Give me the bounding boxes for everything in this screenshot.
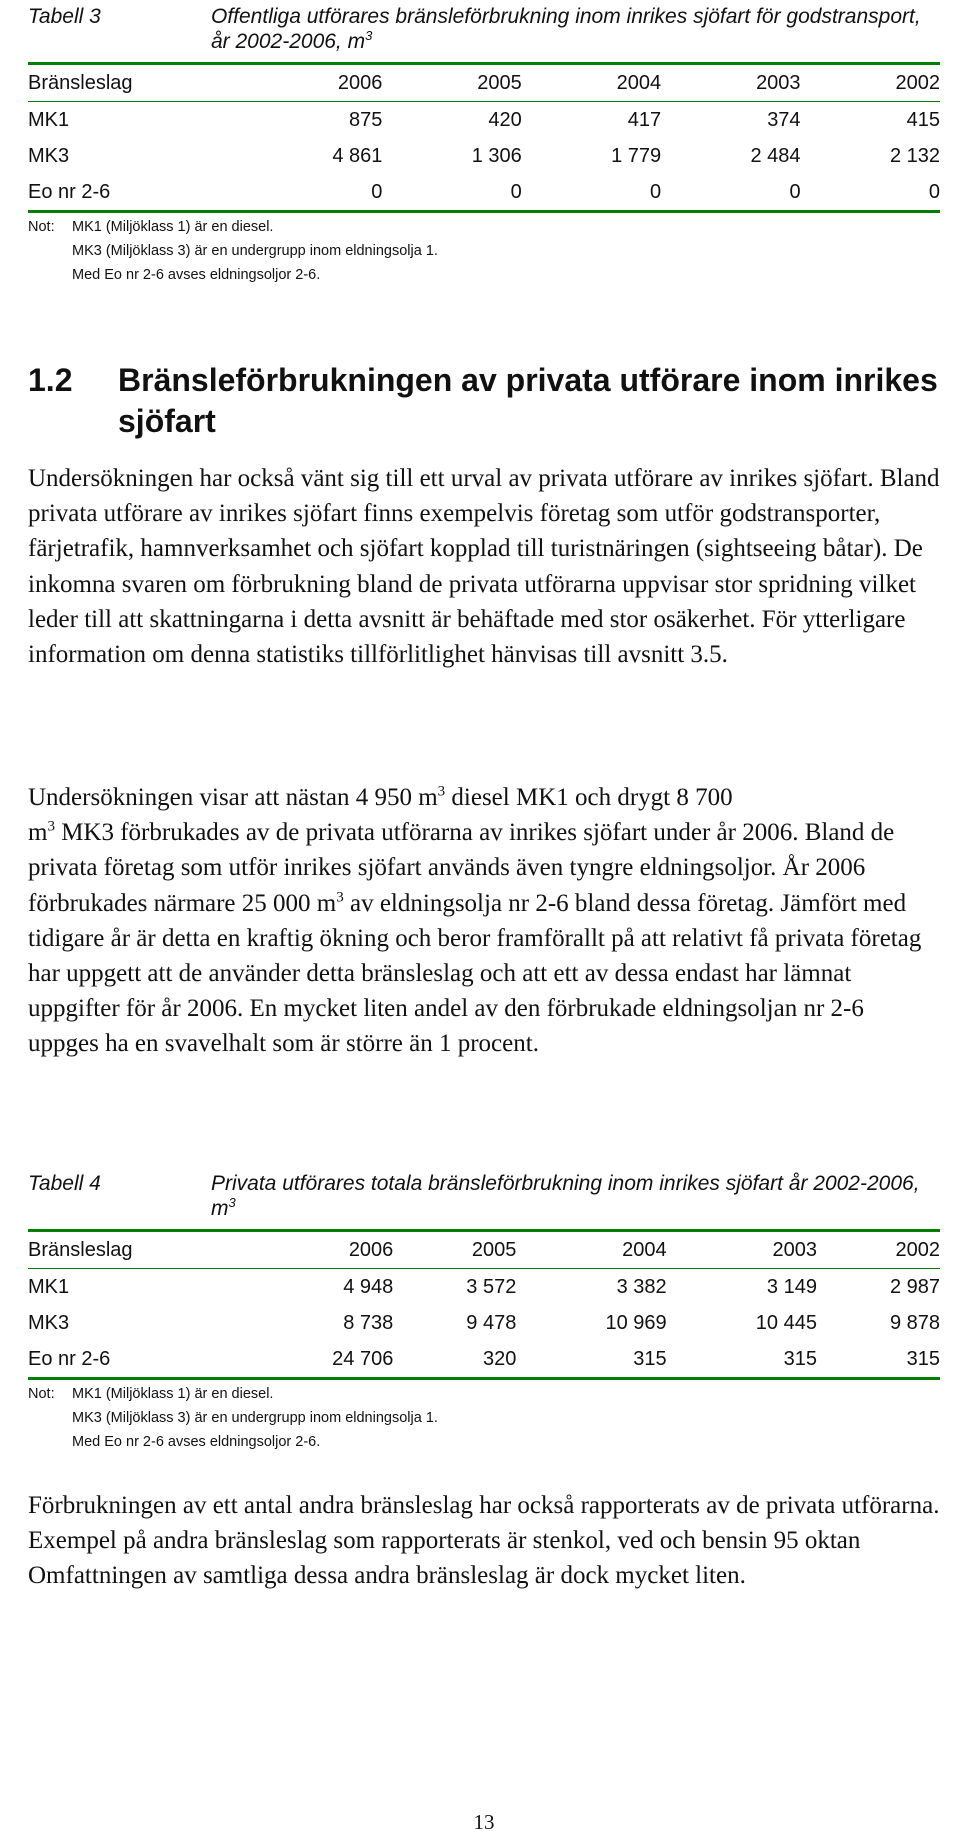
table-cell-value: 420 bbox=[488, 108, 522, 131]
table-cell-value: 4 861 bbox=[332, 144, 383, 167]
table-note-line: MK1 (Miljöklass 1) är en diesel. bbox=[72, 1386, 274, 1402]
table-cell-value: 10 445 bbox=[755, 1311, 817, 1334]
row-label-fuel-type: MK1 bbox=[28, 1275, 70, 1298]
table-cell-value: 315 bbox=[633, 1347, 667, 1370]
table-4-title: Privata utförares totala bränsleförbrukning inom inrikes sjöfart år 2002-2006, $m^3$ bbox=[211, 1172, 920, 1220]
table-row bbox=[28, 1305, 940, 1341]
column-header-year: 2006 bbox=[243, 65, 382, 102]
table-note-line: Med Eo nr 2-6 avses eldningsoljor 2-6. bbox=[72, 267, 321, 283]
table-3-bottom-rule bbox=[28, 210, 940, 213]
table-4 bbox=[28, 1232, 940, 1377]
table-cell-value: 3 149 bbox=[766, 1275, 817, 1298]
column-header-fuel-type: Bränsleslag bbox=[28, 1232, 243, 1269]
table-3-label: Tabell 3 bbox=[28, 5, 101, 28]
column-header-year: 2005 bbox=[393, 1232, 516, 1269]
table-cell-value: 417 bbox=[627, 108, 662, 131]
row-label-fuel-type: MK3 bbox=[28, 144, 70, 167]
table-row bbox=[28, 102, 940, 139]
table-row bbox=[28, 174, 940, 210]
row-label-fuel-type: Eo nr 2-6 bbox=[28, 180, 111, 203]
table-cell-value: 3 382 bbox=[616, 1275, 667, 1298]
section-number: 1.2 bbox=[28, 362, 73, 398]
table-cell-value: 0 bbox=[510, 180, 522, 203]
row-label-fuel-type: Eo nr 2-6 bbox=[28, 1347, 111, 1370]
column-header-year: 2002 bbox=[801, 65, 940, 102]
row-label-fuel-type: MK1 bbox=[28, 108, 70, 131]
section-title: Bränsleförbrukningen av privata utförare inom inrikes sjöfart bbox=[118, 362, 938, 439]
table-cell-value: 24 706 bbox=[332, 1347, 394, 1370]
table-cell-value: 9 478 bbox=[466, 1311, 517, 1334]
table-cell-value: 1 779 bbox=[611, 144, 662, 167]
table-cell-value: 320 bbox=[482, 1347, 517, 1370]
table-cell-value: 2 987 bbox=[889, 1275, 940, 1298]
row-label-fuel-type: MK3 bbox=[28, 1311, 70, 1334]
table-note-line: Med Eo nr 2-6 avses eldningsoljor 2-6. bbox=[72, 1434, 321, 1450]
table-4-bottom-rule bbox=[28, 1377, 940, 1380]
table-cell-value: 3 572 bbox=[466, 1275, 517, 1298]
table-cell-value: 8 738 bbox=[343, 1311, 394, 1334]
table-cell-value: 10 969 bbox=[605, 1311, 667, 1334]
section-heading bbox=[28, 360, 940, 442]
paragraph-2: Undersökningen visar att nästan 4 950 $m^3$ diesel MK1 och drygt 8 700 $m^3$ MK3 förbrukades av de privata utförarna av inrikes sjöfart under år 2006. Bland de privata företag som utför inrikes sjöfart används även tyngre eldningsoljor. År 2006 förbrukades närmare 25 000 $m^3$ av eldningsolja nr 2-6 bland dessa företag. Jämfört med tidigare år är detta en kraftig ökning och beror framförallt på att relativt få privata företag har uppgett att de använder detta bränsleslag och att ett av dessa endast har lämnat uppgifter för år 2006. En mycket liten andel av den förbrukade eldningsoljan nr 2-6 uppges ha en svavelhalt som är större än 1 procent. bbox=[28, 783, 922, 1058]
table-note-line: MK1 (Miljöklass 1) är en diesel. bbox=[72, 219, 274, 235]
paragraph-3: Förbrukningen av ett antal andra bränsleslag har också rapporterats av de privata utförarna. Exempel på andra bränsleslag som rapporterats är stenkol, ved och bensin 95 oktan Omfattningen av samtliga dessa andra bränsleslag är dock mycket liten. bbox=[28, 1492, 940, 1590]
document-page bbox=[28, 0, 940, 1834]
column-header-year: 2003 bbox=[667, 1232, 817, 1269]
table-4-block bbox=[28, 1171, 940, 1454]
table-cell-value: 315 bbox=[906, 1347, 940, 1370]
paragraph-1: Undersökningen har också vänt sig till ett urval av privata utförare av inrikes sjöfart. Bland privata utförare av inrikes sjöfart finns exempelvis företag som utför godstransporter, färjetrafik, hamnverksamhet och sjöfart kopplad till turistnäringen (sightseeing båtar). De inkomna svaren om förbrukning bland de privata utförarna uppvisar stor spridning vilket leder till att skattningarna i detta avsnitt är behäftade med stor osäkerhet. För ytterligare information om denna statistiks tillförlitlighet hänvisas till avsnitt 3.5. bbox=[28, 465, 940, 669]
table-cell-value: 2 484 bbox=[750, 144, 801, 167]
column-header-year: 2002 bbox=[817, 1232, 940, 1269]
table-cell-value: 374 bbox=[767, 108, 801, 131]
column-header-year: 2005 bbox=[382, 65, 521, 102]
table-4-label: Tabell 4 bbox=[28, 1172, 101, 1195]
column-header-year: 2004 bbox=[522, 65, 661, 102]
table-note-line: MK3 (Miljöklass 3) är en undergrupp inom eldningsolja 1. bbox=[72, 1410, 438, 1426]
table-4-caption bbox=[28, 1171, 940, 1221]
table-cell-value: 415 bbox=[906, 108, 940, 131]
table-cell-value: 0 bbox=[789, 180, 801, 203]
table-cell-value: 4 948 bbox=[343, 1275, 394, 1298]
table-row bbox=[28, 138, 940, 174]
table-cell-value: 0 bbox=[928, 180, 940, 203]
table-note-line: MK3 (Miljöklass 3) är en undergrupp inom eldningsolja 1. bbox=[72, 243, 438, 259]
table-3-caption bbox=[28, 4, 940, 54]
table-3-block bbox=[28, 4, 940, 287]
table-row bbox=[28, 1269, 940, 1306]
table-row bbox=[28, 1341, 940, 1377]
table-cell-value: 9 878 bbox=[889, 1311, 940, 1334]
column-header-year: 2004 bbox=[516, 1232, 666, 1269]
table-cell-value: 875 bbox=[349, 108, 383, 131]
table-cell-value: 2 132 bbox=[889, 144, 940, 167]
table-cell-value: 1 306 bbox=[471, 144, 522, 167]
table-cell-value: 0 bbox=[650, 180, 662, 203]
table-cell-value: 0 bbox=[371, 180, 383, 203]
table-header-row bbox=[28, 65, 940, 102]
column-header-fuel-type: Bränsleslag bbox=[28, 65, 243, 102]
table-4-notes-label: Not: bbox=[28, 1386, 55, 1402]
column-header-year: 2006 bbox=[243, 1232, 393, 1269]
table-3-title: Offentliga utförares bränsleförbrukning inom inrikes sjöfart för godstransport, år 2002-2006, $m^3$ bbox=[211, 5, 921, 53]
page-number: 13 bbox=[473, 1810, 495, 1834]
table-3 bbox=[28, 65, 940, 210]
table-header-row bbox=[28, 1232, 940, 1269]
column-header-year: 2003 bbox=[661, 65, 800, 102]
table-cell-value: 315 bbox=[783, 1347, 817, 1370]
table-3-notes bbox=[28, 215, 940, 287]
table-3-notes-label: Not: bbox=[28, 219, 55, 235]
table-4-notes bbox=[28, 1382, 940, 1454]
